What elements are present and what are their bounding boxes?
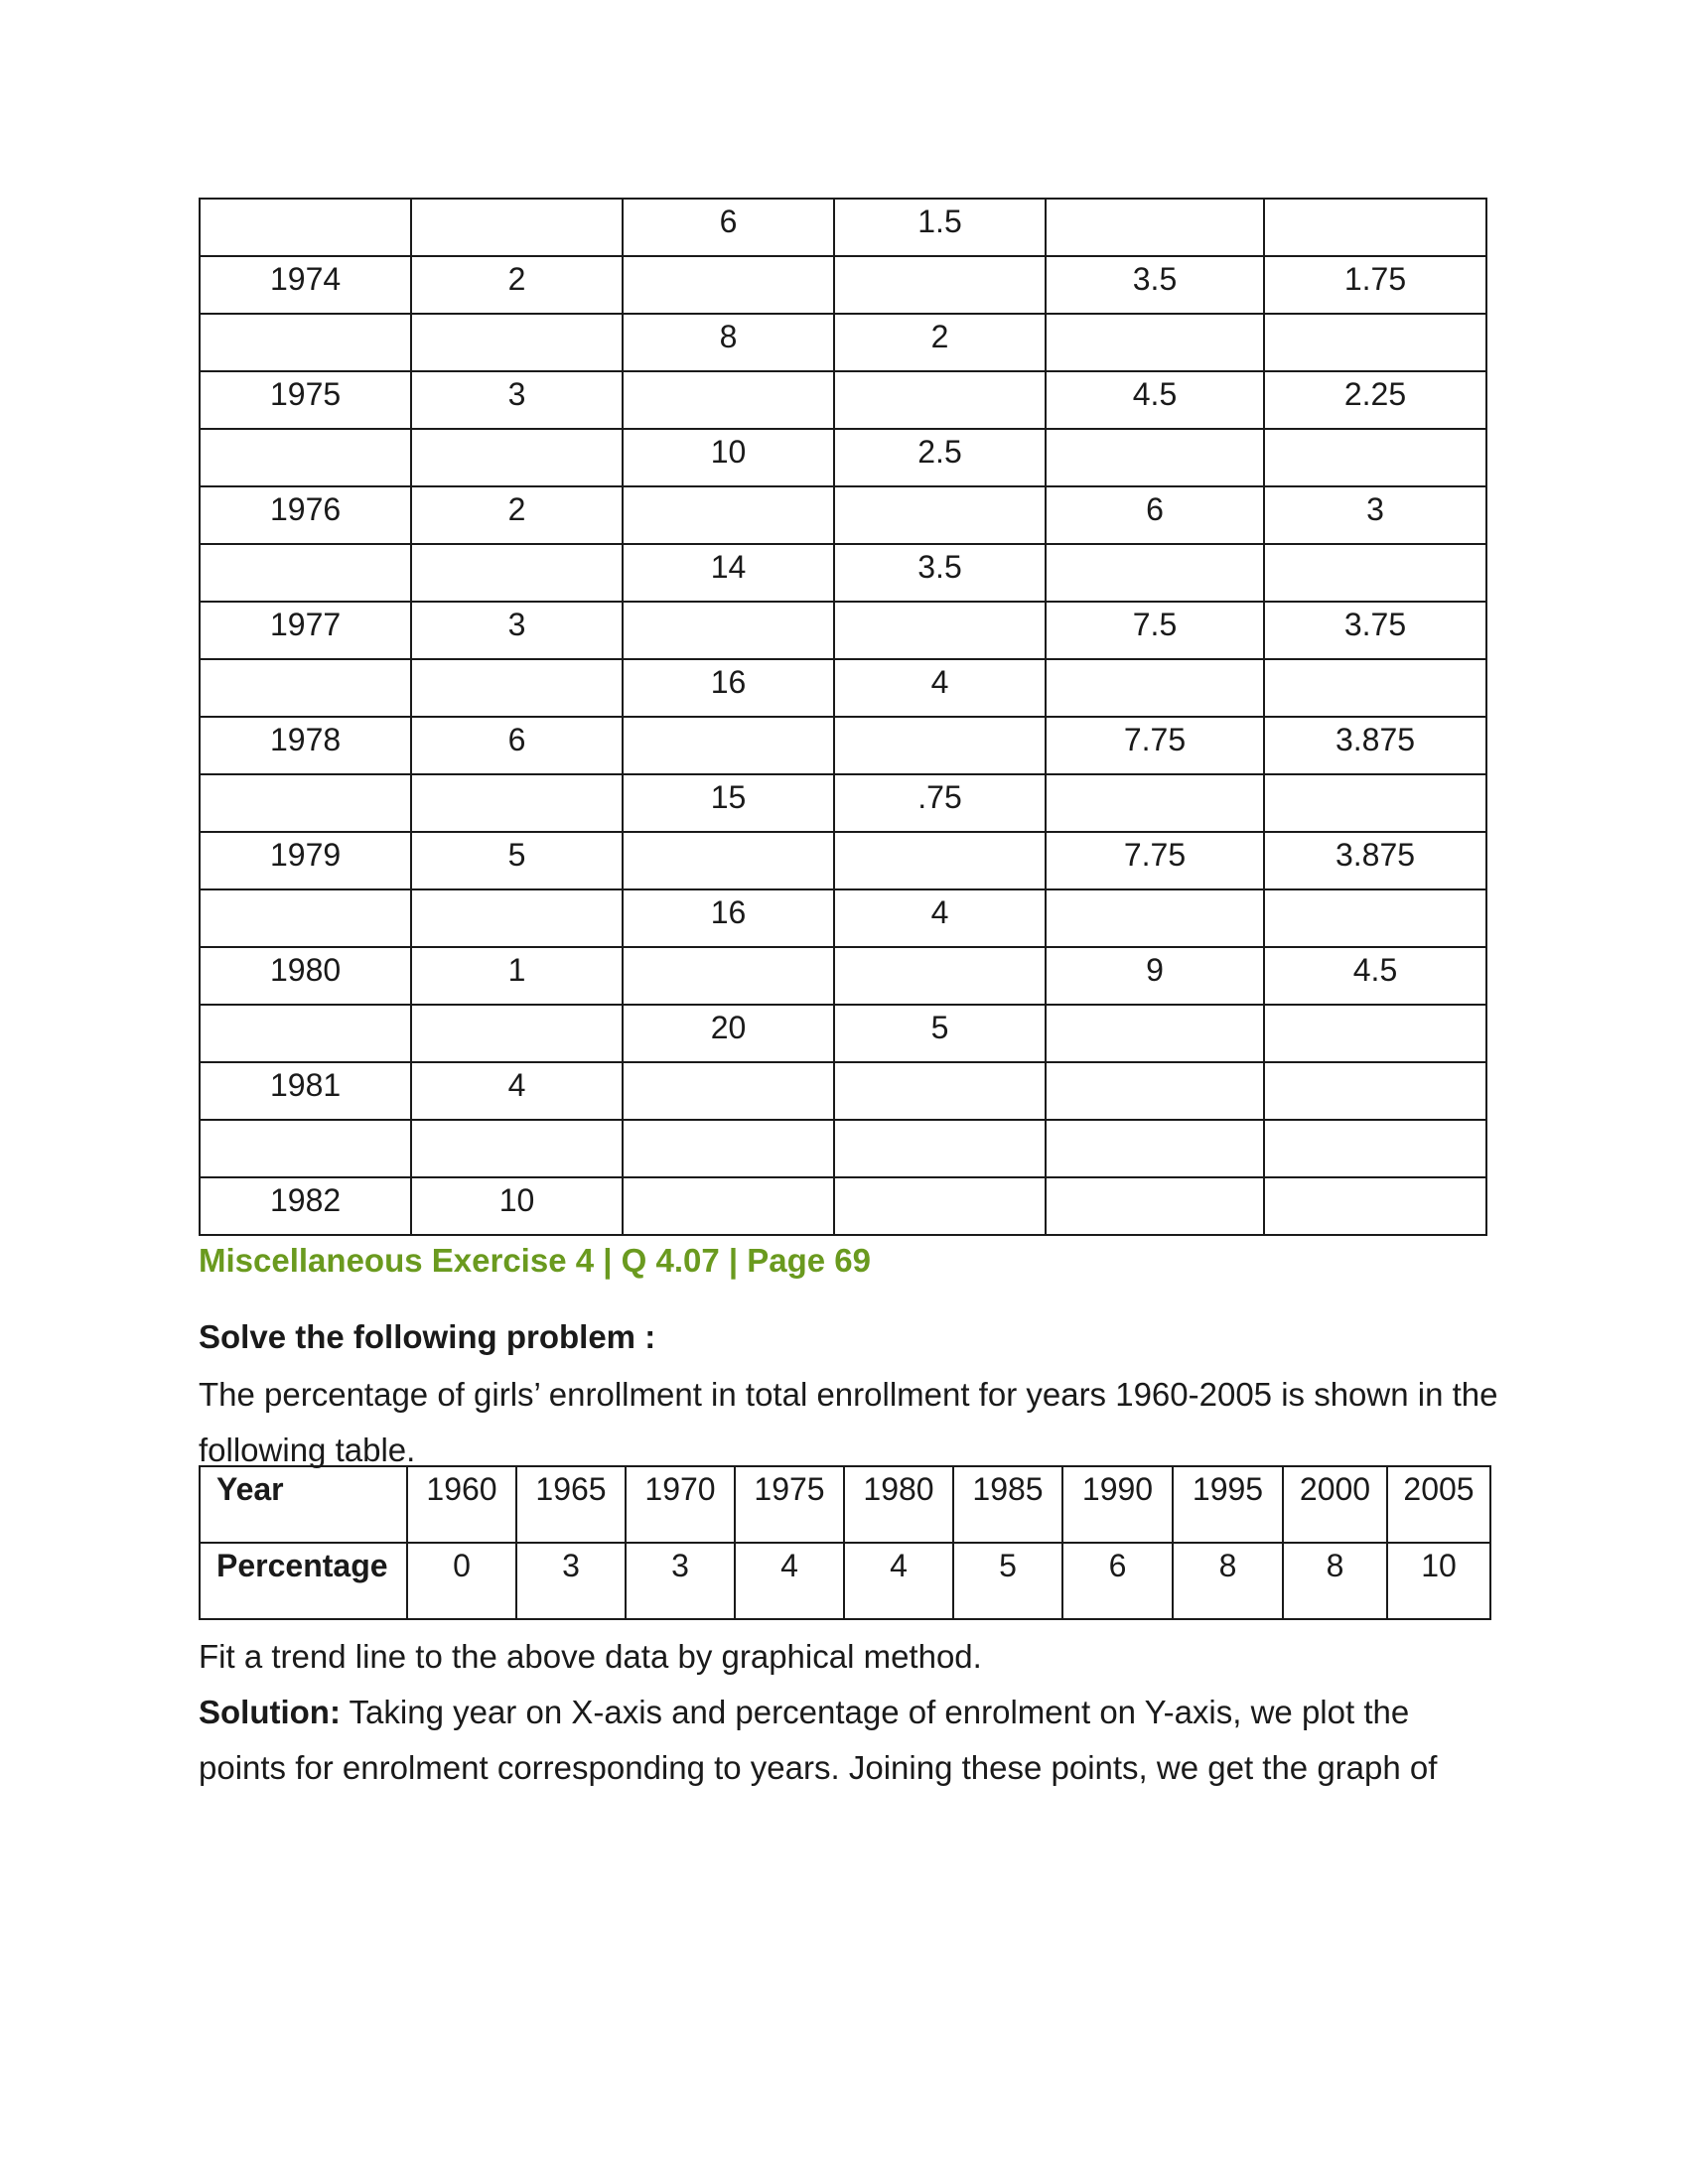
table-cell	[1264, 1120, 1486, 1177]
table-cell: 2	[411, 486, 623, 544]
table-cell	[834, 832, 1046, 889]
year-cell: 1975	[735, 1466, 844, 1543]
table-cell	[623, 1120, 834, 1177]
table-row	[200, 1120, 1486, 1177]
table-cell: 3.5	[834, 544, 1046, 602]
year-cell: 2005	[1387, 1466, 1490, 1543]
table-cell	[623, 1177, 834, 1235]
table-cell	[200, 774, 411, 832]
table-cell	[834, 602, 1046, 659]
table-cell	[1046, 659, 1264, 717]
solution-text: Taking year on X-axis and percentage of enrolment on Y-axis, we plot the points for enrolment corresponding to years. Joining these points, we get the graph of	[199, 1694, 1438, 1786]
table-row	[200, 947, 1486, 1005]
table-cell	[623, 1062, 834, 1120]
table-cell: 4	[834, 889, 1046, 947]
table-cell: 5	[411, 832, 623, 889]
fit-paragraph: Fit a trend line to the above data by graphical method.	[199, 1638, 982, 1675]
table-row	[200, 199, 1486, 256]
table-cell: 4.5	[1264, 947, 1486, 1005]
table-cell: 8	[623, 314, 834, 371]
percentage-cell: 10	[1387, 1543, 1490, 1619]
table-cell: 3.75	[1264, 602, 1486, 659]
table-row	[200, 1177, 1486, 1235]
table-cell	[834, 1120, 1046, 1177]
table-cell	[1046, 889, 1264, 947]
table-cell	[200, 1120, 411, 1177]
table-cell	[834, 1062, 1046, 1120]
table-cell	[411, 1005, 623, 1062]
table-cell	[200, 199, 411, 256]
table-cell	[1046, 1062, 1264, 1120]
table-cell	[1264, 774, 1486, 832]
year-row-label: Year	[200, 1466, 407, 1543]
table-cell	[411, 544, 623, 602]
table-cell: 3	[411, 371, 623, 429]
table-cell	[1046, 314, 1264, 371]
percentage-cell: 8	[1283, 1543, 1387, 1619]
table-cell: 6	[623, 199, 834, 256]
table-cell: 16	[623, 889, 834, 947]
year-cell: 1980	[844, 1466, 953, 1543]
problem-heading: Solve the following problem :	[199, 1318, 656, 1355]
table-cell: 7.5	[1046, 602, 1264, 659]
table-cell	[834, 486, 1046, 544]
table-row	[200, 602, 1486, 659]
table-cell	[411, 199, 623, 256]
table-cell: 2.5	[834, 429, 1046, 486]
table-cell: 1979	[200, 832, 411, 889]
table-cell	[200, 429, 411, 486]
table-row	[200, 429, 1486, 486]
table-cell	[834, 256, 1046, 314]
percentage-cell: 3	[516, 1543, 626, 1619]
table-cell	[200, 544, 411, 602]
table-cell: 3.875	[1264, 832, 1486, 889]
table-row	[200, 314, 1486, 371]
table-cell	[411, 659, 623, 717]
table-cell	[1046, 1120, 1264, 1177]
table-cell: 6	[411, 717, 623, 774]
table-cell	[623, 602, 834, 659]
table-cell	[623, 371, 834, 429]
table-cell	[1046, 1005, 1264, 1062]
table-row	[200, 832, 1486, 889]
year-cell: 1960	[407, 1466, 516, 1543]
table-cell	[834, 717, 1046, 774]
percentage-cell: 4	[735, 1543, 844, 1619]
table-row	[200, 256, 1486, 314]
table-cell: 1980	[200, 947, 411, 1005]
table-cell: 6	[1046, 486, 1264, 544]
table-cell	[834, 371, 1046, 429]
table-cell	[623, 832, 834, 889]
exercise-heading: Miscellaneous Exercise 4 | Q 4.07 | Page 69	[199, 1242, 872, 1279]
table-cell	[1264, 199, 1486, 256]
table-cell: 15	[623, 774, 834, 832]
table-cell: 7.75	[1046, 832, 1264, 889]
year-cell: 1995	[1173, 1466, 1283, 1543]
percentage-cell: 8	[1173, 1543, 1283, 1619]
table-cell	[200, 889, 411, 947]
table-cell	[1264, 659, 1486, 717]
table-cell	[1046, 774, 1264, 832]
table-cell	[200, 1005, 411, 1062]
table-cell	[1264, 544, 1486, 602]
table-cell	[623, 256, 834, 314]
table-cell	[411, 889, 623, 947]
table-cell: 4	[411, 1062, 623, 1120]
table-cell	[411, 429, 623, 486]
table-cell	[411, 1120, 623, 1177]
percentage-cell: 3	[626, 1543, 735, 1619]
solution-paragraph	[199, 1685, 1499, 1796]
percentage-cell: 6	[1062, 1543, 1173, 1619]
table-cell: 4	[834, 659, 1046, 717]
table-cell	[1264, 1005, 1486, 1062]
intro-paragraph: The percentage of girls’ enrollment in total enrollment for years 1960-2005 is shown in the following table.	[199, 1376, 1498, 1468]
table-cell: 10	[623, 429, 834, 486]
table-cell	[411, 774, 623, 832]
table-row	[200, 1005, 1486, 1062]
solution-label: Solution:	[199, 1694, 341, 1730]
table-cell: 1	[411, 947, 623, 1005]
table-cell: 2.25	[1264, 371, 1486, 429]
table-row	[200, 717, 1486, 774]
table-cell	[623, 947, 834, 1005]
percentage-cell: 5	[953, 1543, 1062, 1619]
table-cell: 1981	[200, 1062, 411, 1120]
table-cell	[1264, 889, 1486, 947]
table-cell: 20	[623, 1005, 834, 1062]
year-cell: 1985	[953, 1466, 1062, 1543]
table-cell	[1264, 429, 1486, 486]
table-cell: 3.875	[1264, 717, 1486, 774]
percentage-row	[200, 1543, 1490, 1619]
table-cell	[411, 314, 623, 371]
percentage-row-label: Percentage	[200, 1543, 407, 1619]
table-cell: 5	[834, 1005, 1046, 1062]
table-cell	[623, 717, 834, 774]
table-cell: 1.5	[834, 199, 1046, 256]
table-cell: 2	[834, 314, 1046, 371]
table-cell	[1046, 429, 1264, 486]
table-cell: 1978	[200, 717, 411, 774]
year-cell: 2000	[1283, 1466, 1387, 1543]
table-row	[200, 1062, 1486, 1120]
table-cell: 1977	[200, 602, 411, 659]
table-cell	[1046, 1177, 1264, 1235]
year-row	[200, 1466, 1490, 1543]
table-cell: 16	[623, 659, 834, 717]
table-cell: 7.75	[1046, 717, 1264, 774]
percentage-table	[199, 1465, 1491, 1620]
table-row	[200, 774, 1486, 832]
table-cell	[1046, 199, 1264, 256]
table-row	[200, 371, 1486, 429]
year-cell: 1990	[1062, 1466, 1173, 1543]
table-cell	[1264, 314, 1486, 371]
table-cell: 9	[1046, 947, 1264, 1005]
percentage-cell: 0	[407, 1543, 516, 1619]
table-cell	[200, 659, 411, 717]
table-row	[200, 486, 1486, 544]
table-cell	[834, 947, 1046, 1005]
table-cell: 3.5	[1046, 256, 1264, 314]
table-cell	[1264, 1062, 1486, 1120]
table-cell: 1982	[200, 1177, 411, 1235]
table-cell: 1975	[200, 371, 411, 429]
table-cell: 4.5	[1046, 371, 1264, 429]
table-cell: 1.75	[1264, 256, 1486, 314]
computation-table-body	[200, 199, 1486, 1235]
computation-table	[199, 198, 1487, 1236]
percentage-cell: 4	[844, 1543, 953, 1619]
table-cell: 3	[1264, 486, 1486, 544]
table-row	[200, 889, 1486, 947]
table-cell: .75	[834, 774, 1046, 832]
table-cell	[623, 486, 834, 544]
table-cell: 2	[411, 256, 623, 314]
table-cell: 3	[411, 602, 623, 659]
table-cell	[1264, 1177, 1486, 1235]
table-cell: 1974	[200, 256, 411, 314]
table-cell	[200, 314, 411, 371]
table-cell: 1976	[200, 486, 411, 544]
table-cell: 10	[411, 1177, 623, 1235]
table-cell: 14	[623, 544, 834, 602]
table-row	[200, 544, 1486, 602]
year-cell: 1965	[516, 1466, 626, 1543]
table-row	[200, 659, 1486, 717]
table-cell	[1046, 544, 1264, 602]
table-cell	[834, 1177, 1046, 1235]
year-cell: 1970	[626, 1466, 735, 1543]
